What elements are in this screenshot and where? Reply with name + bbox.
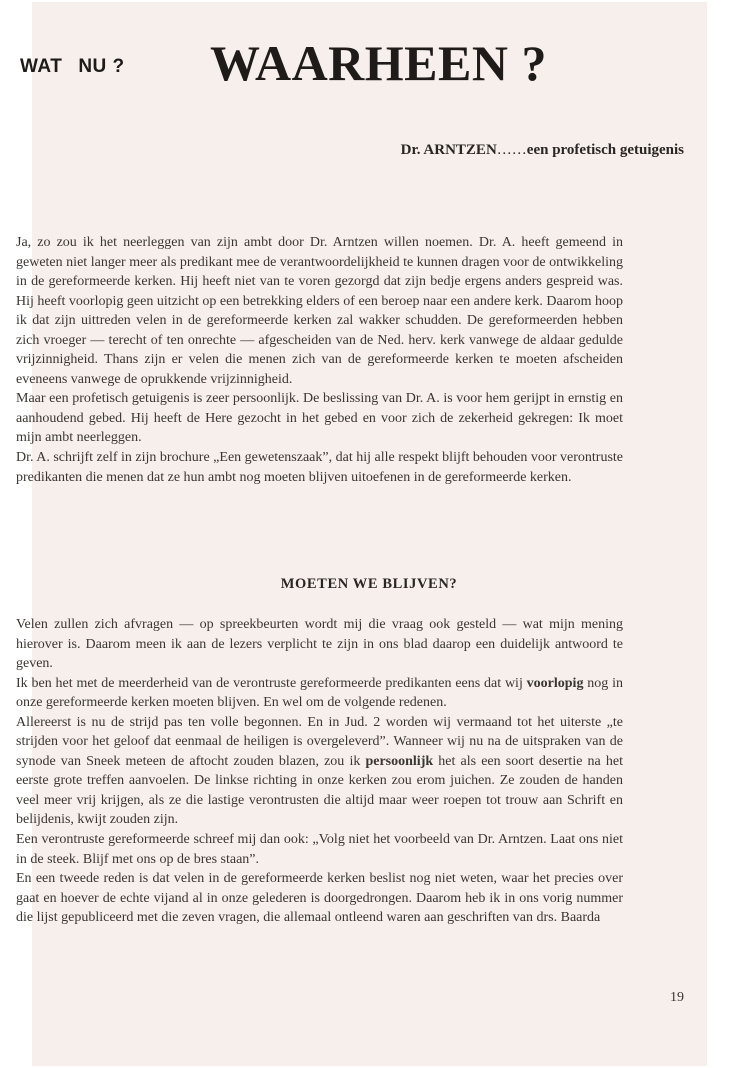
byline-author: Dr. ARNTZEN [400,142,497,158]
text-run: Ik ben het met de meerderheid van de verontruste gereformeerde predikanten eens dat wij [16,675,527,691]
emphasis-persoonlijk: persoonlijk [365,753,434,769]
paragraph [16,674,623,713]
kicker [20,56,125,78]
section-1-body [16,233,623,487]
paragraph: En een tweede reden is dat velen in de gereformeerde kerken beslist nog niet weten, waar het precies over gaat en hoever de echte vijand al in onze gelederen is doorgedrongen. Daarom heb ik in ons vorig nummer die lijst gepubliceerd met die zeven vragen, die allemaal ontleend waren aan geschriften van drs. Baarda [16,871,623,926]
paragraph: Ja, zo zou ik het neerleggen van zijn ambt door Dr. Arntzen willen noemen. Dr. A. heeft gemeend in geweten niet langer meer als predikant mee de verantwoordelijkheid te kunnen dragen voor de ontwikkeling in de gereformeerde kerken. Hij heeft niet van te voren gezorgd dat zijn bedje ergens anders gespreid was. Hij heeft voorlopig geen uitzicht op een betrekking elders of een beroep naar een andere kerk. Daarom hoop ik dat zijn uittreden velen in de gereformeerde kerken zal wakker schudden. De gereformeerden hebben zich vroeger — terecht of ten onrechte — afgescheiden van de Ned. herv. kerk vanwege de aldaar gedulde vrijzinnigheid. Thans zijn er velen die menen zich van de gereformeerde kerken te moeten afscheiden eveneens vanwege de oprukkende vrijzinnigheid. [16,235,623,387]
kicker-word-1: WAT [20,56,63,77]
header [20,28,660,98]
text-run: Allereerst is nu de strijd pas ten volle begonnen. En in Jud. 2 worden wij vermaand tot het uiterste „te strijden voor het geloof dat eenmaal de heiligen is overgeleverd”. Wanneer wij nu na de uitspraken van de synode van Sneek meteen de aftocht zouden blazen, zou ik [16,714,623,769]
byline-subtitle: een profetisch getuigenis [526,142,684,158]
byline [401,142,684,159]
paragraph [16,713,623,830]
byline-dots: …… [496,142,527,158]
text-run: het als een soort desertie na het eerste grote treffen aanvoelen. De linkse richting in onze kerken zou erom juichen. Ze zouden de handen veel meer vrij krijgen, als ze die lastige verontrusten die altijd maar weer roepen tot trouw aan Schrift en belijdenis, kwijt zouden zijn. [16,753,624,828]
emphasis-voorlopig: voorlopig [526,675,584,691]
paragraph: Maar een profetisch getuigenis is zeer persoonlijk. De beslissing van Dr. A. is voor hem gerijpt in ernstig en aanhoudend gebed. Hij heeft de Here gezocht in het gebed en voor zich de zekerheid gekregen: Ik moet mijn ambt neerleggen. [16,391,623,446]
paragraph: Velen zullen zich afvragen — op spreekbeurten wordt mij die vraag ook gesteld — wat mijn mening hierover is. Daarom meen ik aan de lezers verplicht te zijn in ons blad daarop een duidelijk antwoord te geven. [16,617,623,672]
headline: WAARHEEN ? [210,35,547,91]
section-2-body [16,615,623,928]
paragraph: Dr. A. schrijft zelf in zijn brochure „Een gewetenszaak”, dat hij alle respekt blijft behouden voor verontruste predikanten die menen dat ze hun ambt nog moeten blijven uitoefenen in de gereformeerde kerken. [16,450,623,485]
page-number: 19 [670,990,684,1005]
text-run: nog in onze gereformeerde kerken moeten blijven. En wel om de volgende redenen. [16,675,623,711]
paragraph: Een verontruste gereformeerde schreef mij dan ook: „Volg niet het voorbeeld van Dr. Arntzen. Laat ons niet in de steek. Blijf met ons op de bres staan”. [16,832,623,867]
section-heading: MOETEN WE BLIJVEN? [280,576,458,592]
kicker-word-2: NU ? [78,56,125,77]
